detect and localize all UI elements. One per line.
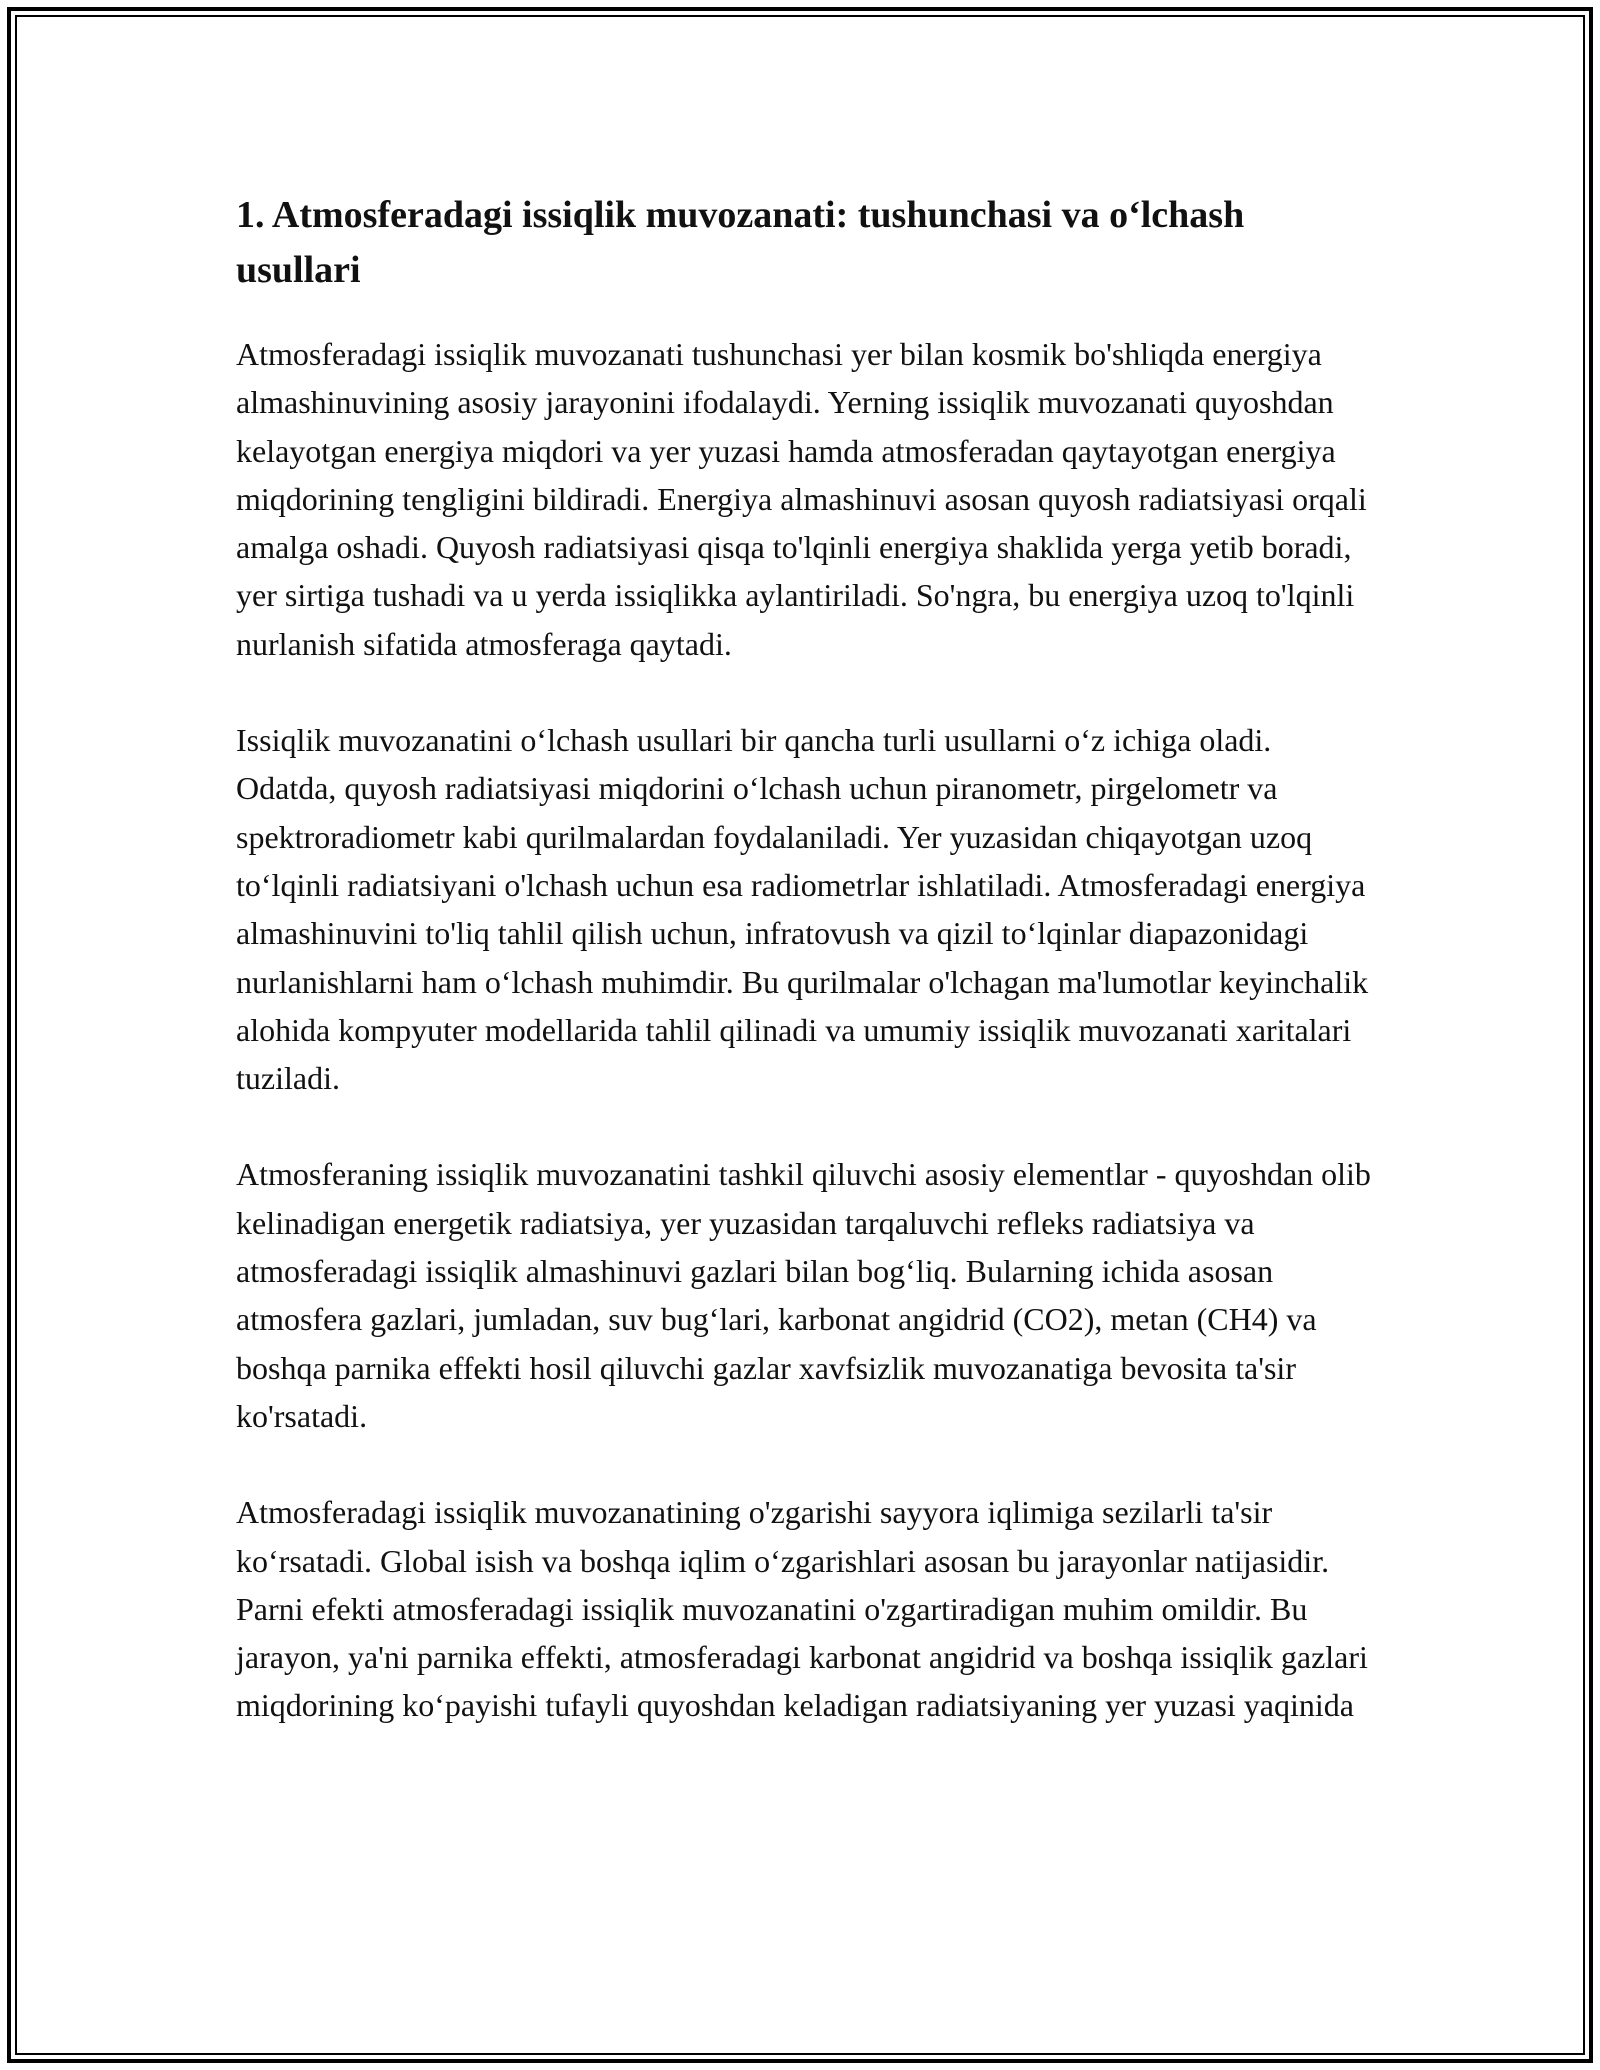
document-body [236, 188, 1376, 1778]
paragraph-1: Atmosferadagi issiqlik muvozanati tushunchasi yer bilan kosmik bo'shliqda energiya almashinuvining asosiy jarayonini ifodalaydi. Yerning issiqlik muvozanati quyoshdan kelayotgan energiya miqdori va yer yuzasi hamda atmosferadan qaytayotgan energiya miqdorining tengligini bildiradi. Energiya almashinuvi asosan quyosh radiatsiyasi orqali amalga oshadi. Quyosh radiatsiyasi qisqa to'lqinli energiya shaklida yerga yetib boradi, yer sirtiga tushadi va u yerda issiqlikka aylantiriladi. So'ngra, bu energiya uzoq to'lqinli nurlanish sifatida atmosferaga qaytadi. [236, 336, 1367, 662]
paragraph-2: Issiqlik muvozanatini o‘lchash usullari bir qancha turli usullarni o‘z ichiga oladi. Odatda, quyosh radiatsiyasi miqdorini o‘lchash uchun piranometr, pirgelometr va spektroradiometr kabi qurilmalardan foydalaniladi. Yer yuzasidan chiqayotgan uzoq to‘lqinli radiatsiyani o'lchash uchun esa radiometrlar ishlatiladi. Atmosferadagi energiya almashinuvini to'liq tahlil qilish uchun, infratovush va qizil to‘lqinlar diapazonidagi nurlanishlarni ham o‘lchash muhimdir. Bu qurilmalar o'lchagan ma'lumotlar keyinchalik alohida kompyuter modellarida tahlil qilinadi va umumiy issiqlik muvozanati xaritalari tuziladi. [236, 722, 1369, 1097]
paragraph-4: Atmosferadagi issiqlik muvozanatining o'zgarishi sayyora iqlimiga sezilarli ta'sir ko‘rsatadi. Global isish va boshqa iqlim o‘zgarishlari asosan bu jarayonlar natijasidir. Parni efekti atmosferadagi issiqlik muvozanatini o'zgartiradigan muhim omildir. Bu jarayon, ya'ni parnika effekti, atmosferadagi karbonat angidrid va boshqa issiqlik gazlari miqdorining ko‘payishi tufayli quyoshdan keladigan radiatsiyaning yer yuzasi yaqinida [236, 1494, 1368, 1724]
section-heading: 1. Atmosferadagi issiqlik muvozanati: tushunchasi va o‘lchash usullari [236, 194, 1245, 291]
paragraph-3: Atmosferaning issiqlik muvozanatini tashkil qiluvchi asosiy elementlar - quyoshdan olib kelinadigan energetik radiatsiya, yer yuzasidan tarqaluvchi refleks radiatsiya va atmosferadagi issiqlik almashinuvi gazlari bilan bog‘liq. Bularning ichida asosan atmosfera gazlari, jumladan, suv bug‘lari, karbonat angidrid (CO2), metan (CH4) va boshqa parnika effekti hosil qiluvchi gazlar xavfsizlik muvozanatiga bevosita ta'sir ko'rsatadi. [236, 1156, 1371, 1434]
